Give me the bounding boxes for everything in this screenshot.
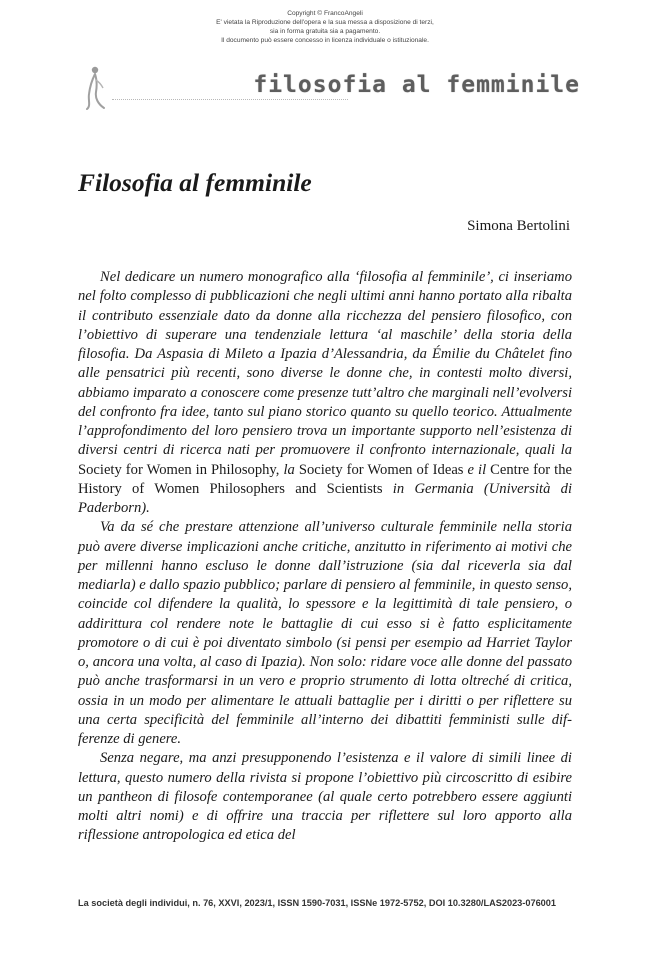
body-paragraph [78, 749, 572, 845]
text-run: Society for Women in Philosophy, [78, 461, 280, 478]
section-title: filosofia al femminile [253, 72, 580, 98]
copyright-line: sia in forma gratuita sia a pagamento. [269, 28, 381, 35]
text-run: Nel dedicare un numero monografico alla ‘filosofia al femminile’, ci inseriamo nel folto complesso di pubblicazioni che negli ultimi anni hanno portato alla ribalta il contributo essenziale dato da donne alla ricchezza del pensiero filosofico, con l’obiettivo di superare una tendenziale lettura ‘al maschile’ della storia della filosofia. Da Aspasia di Mileto a Ipazia d’Alessandria, da Émilie du Châtelet fino alle pensatrici più recenti, sono diverse le donne che, in contesti molto diversi, abbiamo imparato a conoscere come presenze tutt’altro che marginali nell’evolversi del confronto fra idee, tanto sul piano storico quanto su quello teorico. Attualmente l’approfondimento del loro pensiero trova un importante supporto nell’esistenza di diversi centri di ricerca nati per promuovere il confronto internazionale, quali la [78, 269, 572, 459]
text-run: Centre for the History of Women Philosophers and Scientists [78, 461, 572, 497]
text-run: la [279, 461, 299, 478]
text-run: e il [463, 461, 491, 478]
section-banner [72, 62, 580, 112]
text-run: in Germania (Università di Paderborn). [78, 480, 572, 516]
text-run: Society for Women of Ideas [298, 461, 464, 478]
article-title: Filosofia al femminile [78, 168, 312, 197]
text-run: Va da sé che prestare attenzione all’universo culturale femminile nella storia può avere diverse implicazioni anche critiche, anzitutto in riferimento ai motivi che per millenni hanno escluso le donne dall’istruzione (sia dal riceverla sia dal mediarla) e dallo spazio pubblico; parlare di pensiero al femminile, in questo senso, coincide col difendere la qualità, lo spessore e la legittimità di tale pensiero, o addirittura col rendere note le battaglie di cui esso si è fatto esplicitamente promotore o di cui è poi diventato simbolo (si pensi per esempio ad Harriet Taylor o, ancora una volta, al caso di Ipazia). Non solo: ridare voce alle donne del passato può anche trasformarsi in un vero e proprio strumento di lotta oltreché di critica, ossia in un modo per alimentare le attuali battaglie per i diritti o per riflettere su una certa specificità del femminile all’interno dei dibattiti femministi sulle differenze di genere. [78, 519, 572, 747]
article-author: Simona Bertolini [467, 218, 570, 234]
female-figure-icon [84, 64, 110, 110]
copyright-notice [0, 9, 650, 45]
banner-dotted-rule [112, 99, 348, 100]
body-paragraph [78, 518, 572, 749]
copyright-line: Il documento può essere concesso in licenza individuale o istituzionale. [221, 37, 429, 44]
copyright-line: Copyright © FrancoAngeli [287, 10, 363, 17]
copyright-line: E' vietata la Riproduzione dell'opera e la sua messa a disposizione di terzi, [216, 19, 434, 26]
body-paragraph [78, 268, 572, 518]
journal-citation: La società degli individui, n. 76, XXVI, 2023/1, ISSN 1590-7031, ISSNe 1972-5752, DOI 10.3280/LAS2023-076001 [78, 898, 557, 908]
text-run: Senza negare, ma anzi presupponendo l’esistenza e il valore di simili linee di lettura, questo numero della rivista si propone l’obiettivo più circoscritto di esibire un pantheon di filosofe contemporanee (al quale certo potrebbero essere aggiunti molti altri nomi) e di offrire una traccia per riflettere sul loro apporto alla riflessione antropologica ed etica del [78, 750, 572, 844]
article-body [78, 268, 572, 846]
